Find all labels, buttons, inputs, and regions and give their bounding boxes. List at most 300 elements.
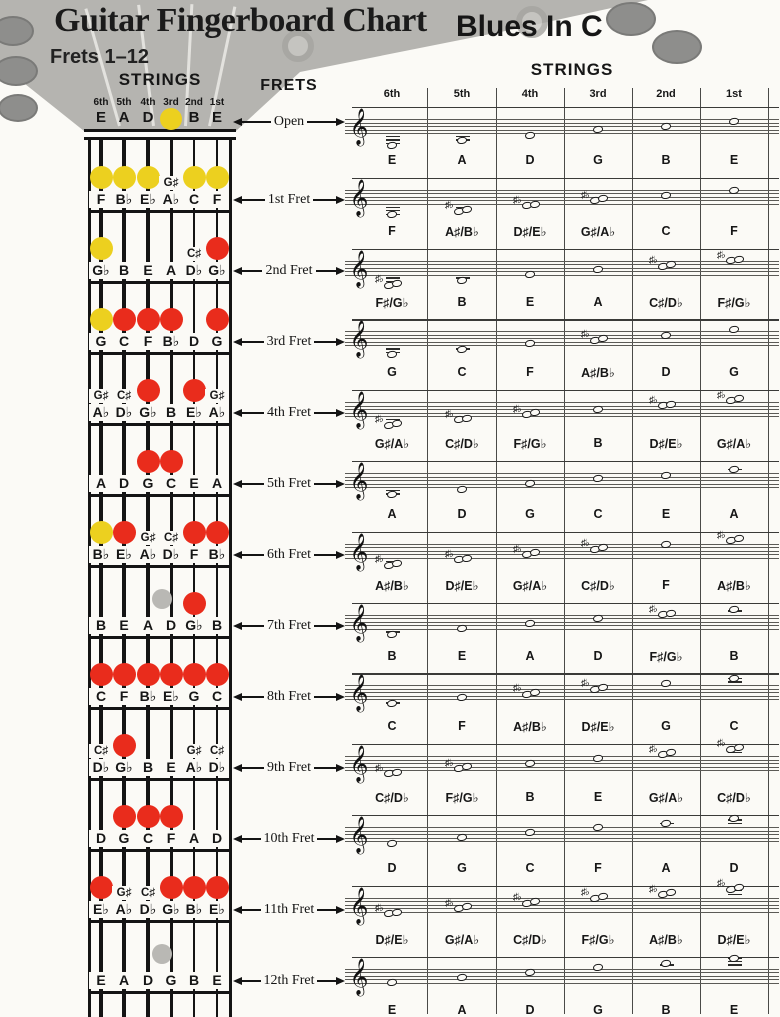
staff-line [345,126,779,127]
scale-dot-red [160,450,183,473]
note-sharp-label: C♯ [89,744,113,758]
staff-note-label: D♯/E♭ [375,932,409,947]
arrow-line [314,696,336,698]
open-string-letter: D [142,109,154,126]
arrow-line [242,121,271,123]
whole-note [593,474,603,482]
staff-note-label: G [525,507,535,521]
staff-note-label: C [661,223,671,238]
whole-note [525,131,535,139]
scale-dot-red [183,592,206,615]
sharp-flat-icons: ♯♭ [581,887,589,899]
treble-clef-icon: 𝄞 [349,319,369,358]
staff-line [345,898,779,899]
fret-wire [88,636,232,639]
fret-wire [88,423,232,426]
nut [84,129,236,140]
scale-dot-red [137,379,160,402]
staff-line [345,834,779,835]
note-letter: A [136,617,160,634]
frets-header: FRETS [260,77,318,94]
whole-note [729,186,739,194]
whole-note [387,699,397,707]
staff-note-label: F♯/G♭ [375,295,409,310]
string-number-label: 3rd [163,97,179,108]
staff-note-label: E [387,153,397,167]
staff-line [345,827,779,828]
treble-clef-icon: 𝄞 [349,815,369,853]
note-letter: B [205,617,229,634]
note-letter: F [112,688,136,705]
staff-line [345,275,779,276]
scale-dot-red [183,379,206,402]
fret-wire [88,494,232,497]
staff-column-header: 1st [726,88,742,100]
scale-dot-red [113,663,136,686]
staff-line [345,133,779,134]
note-letter: B [89,617,113,634]
staff-line [345,756,779,757]
whole-note [593,963,603,971]
row-separator [352,886,779,887]
whole-note [525,340,535,348]
open-string-letter: A [118,109,130,126]
staff-note-label: A [661,861,671,875]
sharp-flat-icons: ♯♭ [513,892,521,904]
staff-line [345,487,779,488]
note-letter: D [182,333,206,350]
note-sharp-label: C♯ [182,247,206,261]
sharp-flat-icons: ♯♭ [445,200,453,212]
note-letter: G♭ [182,617,206,634]
staff-line [345,558,779,559]
scale-dot-red [137,663,160,686]
arrow-line [313,199,336,201]
arrow-left-icon [233,835,242,843]
arrow-line [242,909,261,911]
sharp-flat-icons: ♯♭ [375,554,383,566]
arrow-line [307,121,336,123]
note-sharp-label: G♯ [136,531,160,545]
arrow-line [242,341,264,343]
staff-note-label: B [661,1002,671,1017]
tuning-peg [0,94,38,122]
whole-note [729,326,739,334]
open-string-letter: B [188,109,200,126]
note-sharp-label: G♯ [205,389,229,403]
staff-line [345,629,779,630]
arrow-left-icon [233,693,242,701]
fret-label-row [233,760,345,776]
note-letter: E [182,475,206,492]
staff-line [345,271,779,272]
staff-note-label: A♯/B♭ [513,720,547,735]
whole-note [598,892,608,900]
staff-line [345,685,779,686]
fret-label: 7th Fret [267,618,311,633]
whole-note [392,559,402,567]
note-letter: E♭ [136,191,160,208]
arrow-right-icon [336,693,345,701]
staff-note-label: F♯/G♭ [513,437,547,452]
whole-note [457,136,467,144]
sharp-flat-icons: ♯♭ [445,408,453,420]
note-letter: G [136,475,160,492]
staff-line [345,200,779,201]
arrow-left-icon [233,409,242,417]
staff-line [345,831,779,832]
note-sharp-label: G♯ [159,176,183,190]
treble-clef-icon: 𝄞 [349,956,369,995]
staff-line [345,625,779,626]
staff-note-label: B [661,153,671,167]
scale-dot-yellow [183,166,206,189]
scale-dot-red [206,663,229,686]
staff-note-label: F♯/G♭ [649,649,683,664]
staff-note-label: G [593,153,603,167]
frets-range-label: Frets 1–12 [50,46,149,68]
whole-note [457,625,467,633]
note-letter: C [89,688,113,705]
note-letter: F [159,830,183,847]
string-number-label: 1st [209,97,225,108]
fret-label: 5th Fret [267,476,311,491]
staff-note-label: A♯/B♭ [581,366,615,381]
ledger-line [728,894,742,895]
whole-note [387,839,397,847]
arrow-right-icon [336,409,345,417]
arrow-left-icon [233,338,242,346]
whole-note [387,210,397,218]
staff-note-label: B [457,294,467,309]
fretboard-right-rail [229,140,232,1017]
staff-line [345,763,779,764]
scale-dot-red [113,734,136,757]
note-letter: A♭ [182,759,206,776]
note-sharp-label: C♯ [112,389,136,403]
sharp-flat-icons: ♯♭ [513,194,521,206]
sharp-flat-icons: ♯♭ [445,548,453,560]
staff-line [345,402,779,403]
staff-line [345,692,779,693]
whole-note [525,828,535,836]
staff-note-label: F♯/G♭ [445,791,479,806]
ledger-line [728,823,742,824]
note-letter: B♭ [89,546,113,563]
ledger-line [386,207,400,208]
sharp-flat-icons: ♯♭ [375,414,383,426]
right-strings-header: STRINGS [530,60,614,79]
note-letter: G♭ [205,262,229,279]
staff-line [345,406,779,407]
arrow-right-icon [336,267,345,275]
staff-line [345,972,779,973]
note-letter: G [112,830,136,847]
arrow-line [242,696,264,698]
whole-note [457,694,467,702]
staff-note-label: B [387,648,397,663]
sharp-flat-icons: ♯♭ [649,394,657,406]
note-letter: C [136,830,160,847]
staff-line [345,484,779,485]
scale-dot-red [183,876,206,899]
arrow-right-icon [336,338,345,346]
scale-dot-red [90,663,113,686]
arrow-line [242,767,264,769]
staff-note-label: C [593,507,603,521]
row-separator [352,744,779,745]
treble-clef-icon: 𝄞 [349,885,369,924]
sharp-flat-icons: ♯♭ [649,743,657,755]
arrow-line [314,412,336,414]
staff-note-label: D [729,861,739,875]
whole-note [462,414,472,422]
fret-label-row [233,114,345,130]
staff-note-label: C♯/D♭ [649,295,683,310]
staff-line [345,119,779,120]
note-letter: E♭ [89,901,113,918]
note-letter: G [89,333,113,350]
scale-dot-red [160,308,183,331]
note-sharp-label: C♯ [159,531,183,545]
note-letter: A♭ [159,191,183,208]
fret-label: 2nd Fret [265,263,313,278]
staff-line [345,130,779,131]
staff-line [345,547,779,548]
string-number-label: 2nd [185,97,203,108]
staff-line [345,976,779,977]
note-sharp-label: G♯ [89,389,113,403]
note-letter: D♭ [182,262,206,279]
treble-clef-icon: 𝄞 [349,390,369,429]
tuning-peg [652,30,702,64]
staff-note-label: B [525,790,535,805]
staff-column-header: 2nd [656,88,676,100]
note-letter: A [182,830,206,847]
note-letter: G [182,688,206,705]
staff-note-label: G♯/A♭ [648,791,684,806]
treble-clef-icon: 𝄞 [349,248,369,287]
staff-line [345,268,779,269]
scale-dot-yellow [137,166,160,189]
staff-line [345,193,779,194]
whole-note [734,255,744,263]
whole-note [387,979,397,987]
arrow-line [242,554,264,556]
note-letter: D♭ [159,546,183,563]
treble-clef-icon: 𝄞 [349,602,369,641]
staff-line [345,615,779,616]
note-letter: G♭ [112,759,136,776]
staff-line [345,338,779,339]
arrow-left-icon [233,196,242,204]
scale-dot-yellow [113,166,136,189]
staff-line [345,767,779,768]
row-separator [352,461,779,462]
whole-note [387,350,397,358]
staff-note-label: E [661,507,671,521]
staff-line [345,264,779,265]
staff-note-label: C♯/D♭ [513,932,547,947]
whole-note [661,191,671,199]
whole-note [525,619,535,627]
staff-line [345,770,779,771]
note-letter: A♭ [205,404,229,421]
note-letter: E [89,972,113,989]
note-letter: E [112,617,136,634]
sharp-flat-icons: ♯♭ [375,274,383,286]
note-letter: G♭ [136,404,160,421]
note-letter: B♭ [205,546,229,563]
arrow-line [317,838,336,840]
fret-wire [88,281,232,284]
staff-line [345,841,779,842]
arrow-right-icon [336,977,345,985]
whole-note [666,609,676,617]
whole-note [734,883,744,891]
note-sharp-label: G♯ [182,744,206,758]
staff-note-label: G [387,365,397,380]
arrow-left-icon [233,764,242,772]
whole-note [530,200,540,208]
page-subtitle: Blues In C [456,10,603,43]
fret-label: 8th Fret [267,689,311,704]
staff-note-label: A [525,648,535,663]
sharp-flat-icons: ♯♭ [717,249,725,261]
whole-note [598,683,608,691]
staff-line [345,983,779,984]
fret-label-row [233,902,345,918]
staff-note-label: G♯/A♭ [512,578,548,593]
note-letter: D♭ [136,901,160,918]
staff-line [345,979,779,980]
note-letter: B♭ [136,688,160,705]
row-separator [352,603,779,604]
whole-note [729,605,739,613]
staff-note-label: C♯/D♭ [717,791,751,806]
note-letter: A [205,475,229,492]
scale-dot-red [206,308,229,331]
fret-label: 11th Fret [263,902,315,917]
treble-clef-icon: 𝄞 [349,461,369,499]
whole-note [387,141,397,149]
staff-line [345,618,779,619]
fret-label: 6th Fret [267,547,311,562]
staff-note-label: D [661,365,671,380]
scale-dot-red [183,663,206,686]
scale-dot-yellow [206,166,229,189]
scale-dot-yellow [90,166,113,189]
note-sharp-label: C♯ [136,886,160,900]
arrow-right-icon [336,480,345,488]
sharp-flat-icons: ♯♭ [445,757,453,769]
scale-dot-red [113,521,136,544]
open-string-letter: E [211,109,222,126]
scale-dot-red [160,805,183,828]
staff-note-label: F [388,223,396,238]
arrow-right-icon [336,622,345,630]
whole-note [530,549,540,557]
staff-line [345,544,779,545]
staff-note-label: D [593,648,603,663]
arrow-left-icon [233,267,242,275]
inlay-dot [152,944,172,964]
row-separator [352,957,779,958]
fret-wire [88,565,232,568]
whole-note [392,419,402,427]
arrow-left-icon [233,906,242,914]
note-letter: A♭ [89,404,113,421]
arrow-line [242,483,264,485]
fret-label-row [233,618,345,634]
staff-note-label: C♯/D♭ [375,791,409,806]
scale-dot-red [206,521,229,544]
staff-line [345,190,779,191]
arrow-line [314,341,336,343]
note-letter: A [112,972,136,989]
staff-note-label: C♯/D♭ [445,437,479,452]
staff-note-label: G♯/A♭ [580,224,616,239]
staff-note-label: G [729,365,739,380]
staff-line [345,261,779,262]
fret-label: Open [273,114,305,129]
left-strings-header: STRINGS [118,70,202,89]
ledger-line [386,277,400,278]
staff-note-label: D♯/E♭ [513,224,547,239]
staff-line [345,905,779,906]
fret-label: 9th Fret [267,760,311,775]
staff-line [345,331,779,332]
staff-column-header: 5th [453,88,471,100]
page-title: Guitar Fingerboard Chart [54,2,427,39]
staff-line [345,912,779,913]
note-letter: D [159,617,183,634]
whole-note [392,279,402,287]
sharp-flat-icons: ♯♭ [445,897,453,909]
staff-note-label: G [661,719,671,734]
note-letter: D [112,475,136,492]
fret-label-row [233,405,345,421]
staff-line [345,197,779,198]
scale-dot-red [206,237,229,260]
note-letter: B [112,262,136,279]
note-letter: G [205,333,229,350]
staff-line [345,551,779,552]
fret-label-row [233,334,345,350]
open-string-letter: E [95,109,106,126]
note-letter: D♭ [89,759,113,776]
whole-note [666,400,676,408]
scale-dot-red [137,805,160,828]
row-separator [352,532,779,533]
ledger-line [386,348,400,349]
scale-dot-yellow [90,308,113,331]
scale-dot-red [206,876,229,899]
whole-note [729,814,739,822]
staff-note-label: B [593,436,603,451]
staff-line [345,838,779,839]
fret-wire [88,707,232,710]
staff-line [345,409,779,410]
staff-note-label: A [593,294,603,309]
staff-note-label: E [525,294,535,309]
inlay-dot [152,589,172,609]
note-letter: E♭ [205,901,229,918]
note-letter: B [159,404,183,421]
whole-note [729,117,739,125]
note-letter: F [136,333,160,350]
staff-note-label: C [387,719,397,734]
